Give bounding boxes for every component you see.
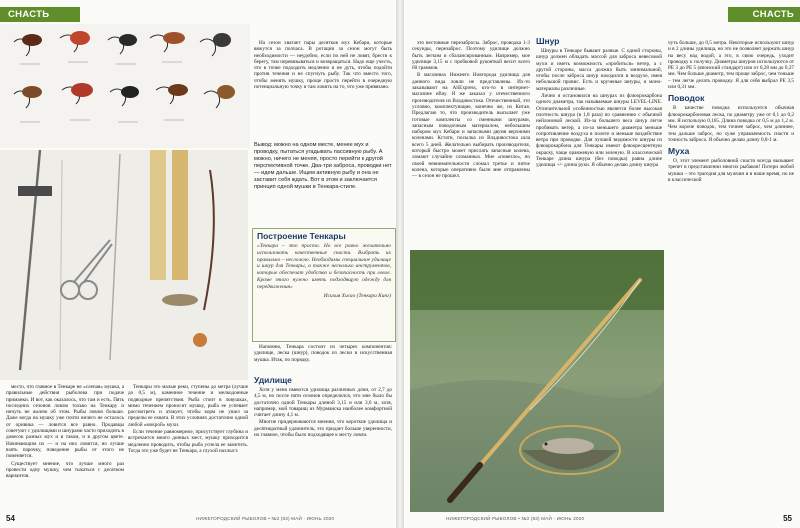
masthead-left: НИЖЕГОРОДСКИЙ РЫБОЛОВ • №3 (83) МАЙ - ИЮНЬ 2020 bbox=[196, 516, 335, 521]
text-column-2 bbox=[536, 36, 662, 248]
text-column-top bbox=[254, 40, 392, 140]
text-column-bottom-left bbox=[6, 384, 124, 512]
leader-title: Поводок bbox=[668, 93, 705, 104]
rod-section bbox=[254, 372, 392, 512]
construction-title: Построение Тенкары bbox=[257, 231, 346, 241]
page-number-left: 54 bbox=[6, 514, 15, 523]
page-number-right: 55 bbox=[783, 514, 792, 523]
fly-tying-tools-illustration bbox=[0, 150, 248, 380]
paragraph: Существует мнение, что лучше много раз провести одну мушку, чем тыкаться с десятком вариантов. bbox=[6, 460, 124, 480]
river-photo bbox=[410, 250, 664, 512]
flies-illustration bbox=[0, 24, 250, 148]
left-page bbox=[0, 0, 396, 528]
paragraph: чуть больше, до 0,5 метра. Некоторые используют шнур и в 2 длины удилища, но это не позволяет держать шнур на весу над водой, а это, в свою очередь, уходит проводку к получку. Диаметры шнуров используются от РЕ 3 до РЕ 5 (японский стандарт) или от 0,28 мм до 0,37 мм. Чем больше диаметр, тем проще заброс, чем тоньше – тем легче делать проводку. Я для себя выбрал РЕ 3,5 или 0,31 мм. bbox=[668, 40, 794, 91]
paragraph: Тенкары это малые реки, ступены до метра (лучше до 0,5 м), каменное течение и мелкодонные подводные препятствия. Рыба стоит в ловушках, мимо течением проносит мушку, рыба ее успевает рассмотреть и атакует, чтобы корм не ушел за пределы ее охвата. В этих условиях достаточно одной любой «мокрой» мухи. bbox=[128, 384, 248, 428]
text-column-mid bbox=[254, 344, 392, 370]
masthead-right: НИЖЕГОРОДСКИЙ РЫБОЛОВ • №3 (83) МАЙ - ИЮНЬ 2020 bbox=[446, 516, 585, 521]
section-header-left: СНАСТЬ bbox=[0, 7, 80, 22]
tools-photo bbox=[0, 150, 248, 380]
paragraph: это вестовные перезабросы. Заброс, проводка 1-3 секунды, перезаброс. Поэтому удилище должно быть легким и сбалансированным. Например, мое удилище 3,15 м с пробковой рукояткой весит всего 60 граммов. bbox=[412, 40, 530, 72]
paragraph: Многие придерживаются мнения, что короткие удилища и десятикратный удлинитель, это придает больше уверенности, но главное, чтобы было подходящее к месту ловли. bbox=[254, 419, 392, 439]
text-column-1 bbox=[412, 40, 530, 246]
paragraph: О, этот элемент рыболовной снасти всегда вызывает трепет в представлении многих рыбаков! Потери любой мушки – это трагедия для мужчин и в наше время, но не в классической bbox=[668, 158, 794, 184]
paragraph: Если течение равномерное, присутствует глубина и встречается много донных мест, мушку приходится медленно проводить, чтобы рыба успела ее заметить. Тогда это уже будет не Тенкара, а глухой нахлыст. bbox=[128, 429, 248, 454]
paragraph: В магазинах Нижнего Новгорода удилища для данного вида ловли не представлены. Их-то заказывают на AliExpress, кто-то в интернет-магазине eBay. Я же заказал у отечественного производителя из Владивостока. Отечественный, это условно, комплектующие, конечно же, из Китая. Предлагаю то, что производитель высылает уже готовые комплекты со сменными шнурами, запасным поводочным материалом, небольшим набором мух Кебари и запасными двумя верхними коленами. Кстати, посылка из Владивостока шла всего 5 дней. Желательно выбирать производителя, который быстро может прислать запасные колена, ломают случайно сломанных. Мне «повезло», по своей невнимательности сломал третье и пятое колена, которые оперативно были мне отправлены — в сезон не прошел. bbox=[412, 72, 530, 180]
paragraph: Шнуры в Тенкаре бывают разные. С одной стороны, шнур должен обладать массой для заброса невесомой мухи и иметь возможность «пробиться» ветер, а с другой стороны, масса должна быть минимальной, чтобы после заброса шнур находился в воздухе, имея небольшой провис. Есть и крученые шнуры, и моно-материалы различные. bbox=[536, 48, 662, 92]
paragraph: Напомню, Тенкара состоит из четырех компонентов: удилище, леска (шнур), поводок из лески и искусственная мушка. Итак, по порядку. bbox=[254, 344, 392, 363]
paragraph: В качестве поводка используется обычная флюорокарбоновая леска, по диаметру уже от 0,1 до 0,2 мм. Я использую 0,165. Длина поводка от 0,5 м до 1,2 м. Чем короче поводок, тем точнее заброс, чем длиннее, тем дальше заброс, но хуже управляемость снасти и точность заброса. Я обычно делаю длину 0,8-1 м. bbox=[668, 105, 794, 143]
quote-text: «Тенкара – это просто. Но все равно желательно использовать качественные снасти. Выбрать их правильно – несложно. Необходимы специальное удилище и шнур для Тенкары, а также несколько инструментов, которые обеспечат удобство и безопасность при ловле. Кроме этого нужно иметь подходящую одежду для передвижения» bbox=[257, 243, 391, 290]
paragraph: место, что главное в Тенкаре не «слепая» мушка, а правильные действия рыболова при подаче приманки. И вот, как оказалось, что там и есть. Пять последних сезонов ловлю только на Тенкару и ничуть не жалею об этом. Рыбы ловлю больше. Даже когда на мушку уже почти ничего не осталось от оривика — ловится все равно. Продавцы советуют с удилищами и шнурами часто приходить в довесок разных мух и в таком, и в другом цвете. Начинающим их — и на них ловится, но лучше взять парочку, поведение рыбы от этого не поменяется. bbox=[6, 384, 124, 460]
lead-paragraph bbox=[254, 142, 392, 226]
quote-author: Исихия Хисао (Тенкара Кинг) bbox=[323, 292, 391, 299]
quote-box bbox=[252, 228, 396, 342]
flies-photo bbox=[0, 24, 250, 148]
line-title: Шнур bbox=[536, 36, 560, 46]
text-column-bottom-mid bbox=[128, 384, 248, 512]
fly-title: Муха bbox=[668, 146, 690, 157]
spine-gutter bbox=[396, 0, 404, 528]
paragraph: На сезон хватает пары десятков мух Кебари, которые вяжутся за полчаса. В ротации за сезон могут быть необходимости — неудобно, если по ней не ловят, брести к берегу, там перевязываться и возвращаться. Надо еще учесть, что в точке подходить медленно и не дуть, чтобы подойти против течения и не спугнуть рыбу. Так что вместо того, чтобы менять мушку, проще просто перейти в очередную потенциальную точку и там ловить на то, что уже привязано. bbox=[254, 40, 392, 91]
section-header-right: СНАСТЬ bbox=[728, 7, 800, 22]
text-column-3 bbox=[668, 40, 794, 514]
paragraph: Лично я остановился на шнурах из флюорокарбона одного диаметра, так называемые шнуры LEVEL-LINE. Отличительной особенностью является более высокая плотность шнура (в 1,8 раза) по сравнению с обычной нейлоновой леской. Из-за большего веса шнур легче пробивать ветер, а из-за меньшего диаметра меньше сопротивление воздуха в полете и меньше воздействие ветра при проводке. Для лучшей видимости шнуры из флюорокарбона для Тенкары имеют флюоресцентную окраску, чаще оранжевую или зеленую. В классической Тенкаре длина шнура (без поводка) равна длине удилища +/- длина руки. Я обычно делаю длину шнура bbox=[536, 93, 662, 169]
paragraph: Хотя у меня имеются удилища различных длин, от 2,7 до 4,5 м, но после пяти сезонов определился, что мне было бы достаточно одной Тенкары длиной 3,15 и или 3,6 м, хотя, например, мой товарищ из Мурманска наиболее комфортной считает длину 4,1 м. bbox=[254, 387, 392, 419]
lead-text: Вывод: можно на одном месте, менее мух и проводку, пытаться угадывать пассивную рыбу. А можно, ничего не меняя, просто перейти к другой перспективной точке. Два-три заброса, проводки нет — идем дальше. Ищем активную рыбу и она не заставит себя ждать. Вот в этом и заключается принцип одной мушки в Тенкара-стиле. bbox=[254, 142, 392, 190]
right-page bbox=[404, 0, 800, 528]
rod-title: Удилище bbox=[254, 375, 292, 385]
rod-and-fish-illustration bbox=[410, 250, 664, 512]
